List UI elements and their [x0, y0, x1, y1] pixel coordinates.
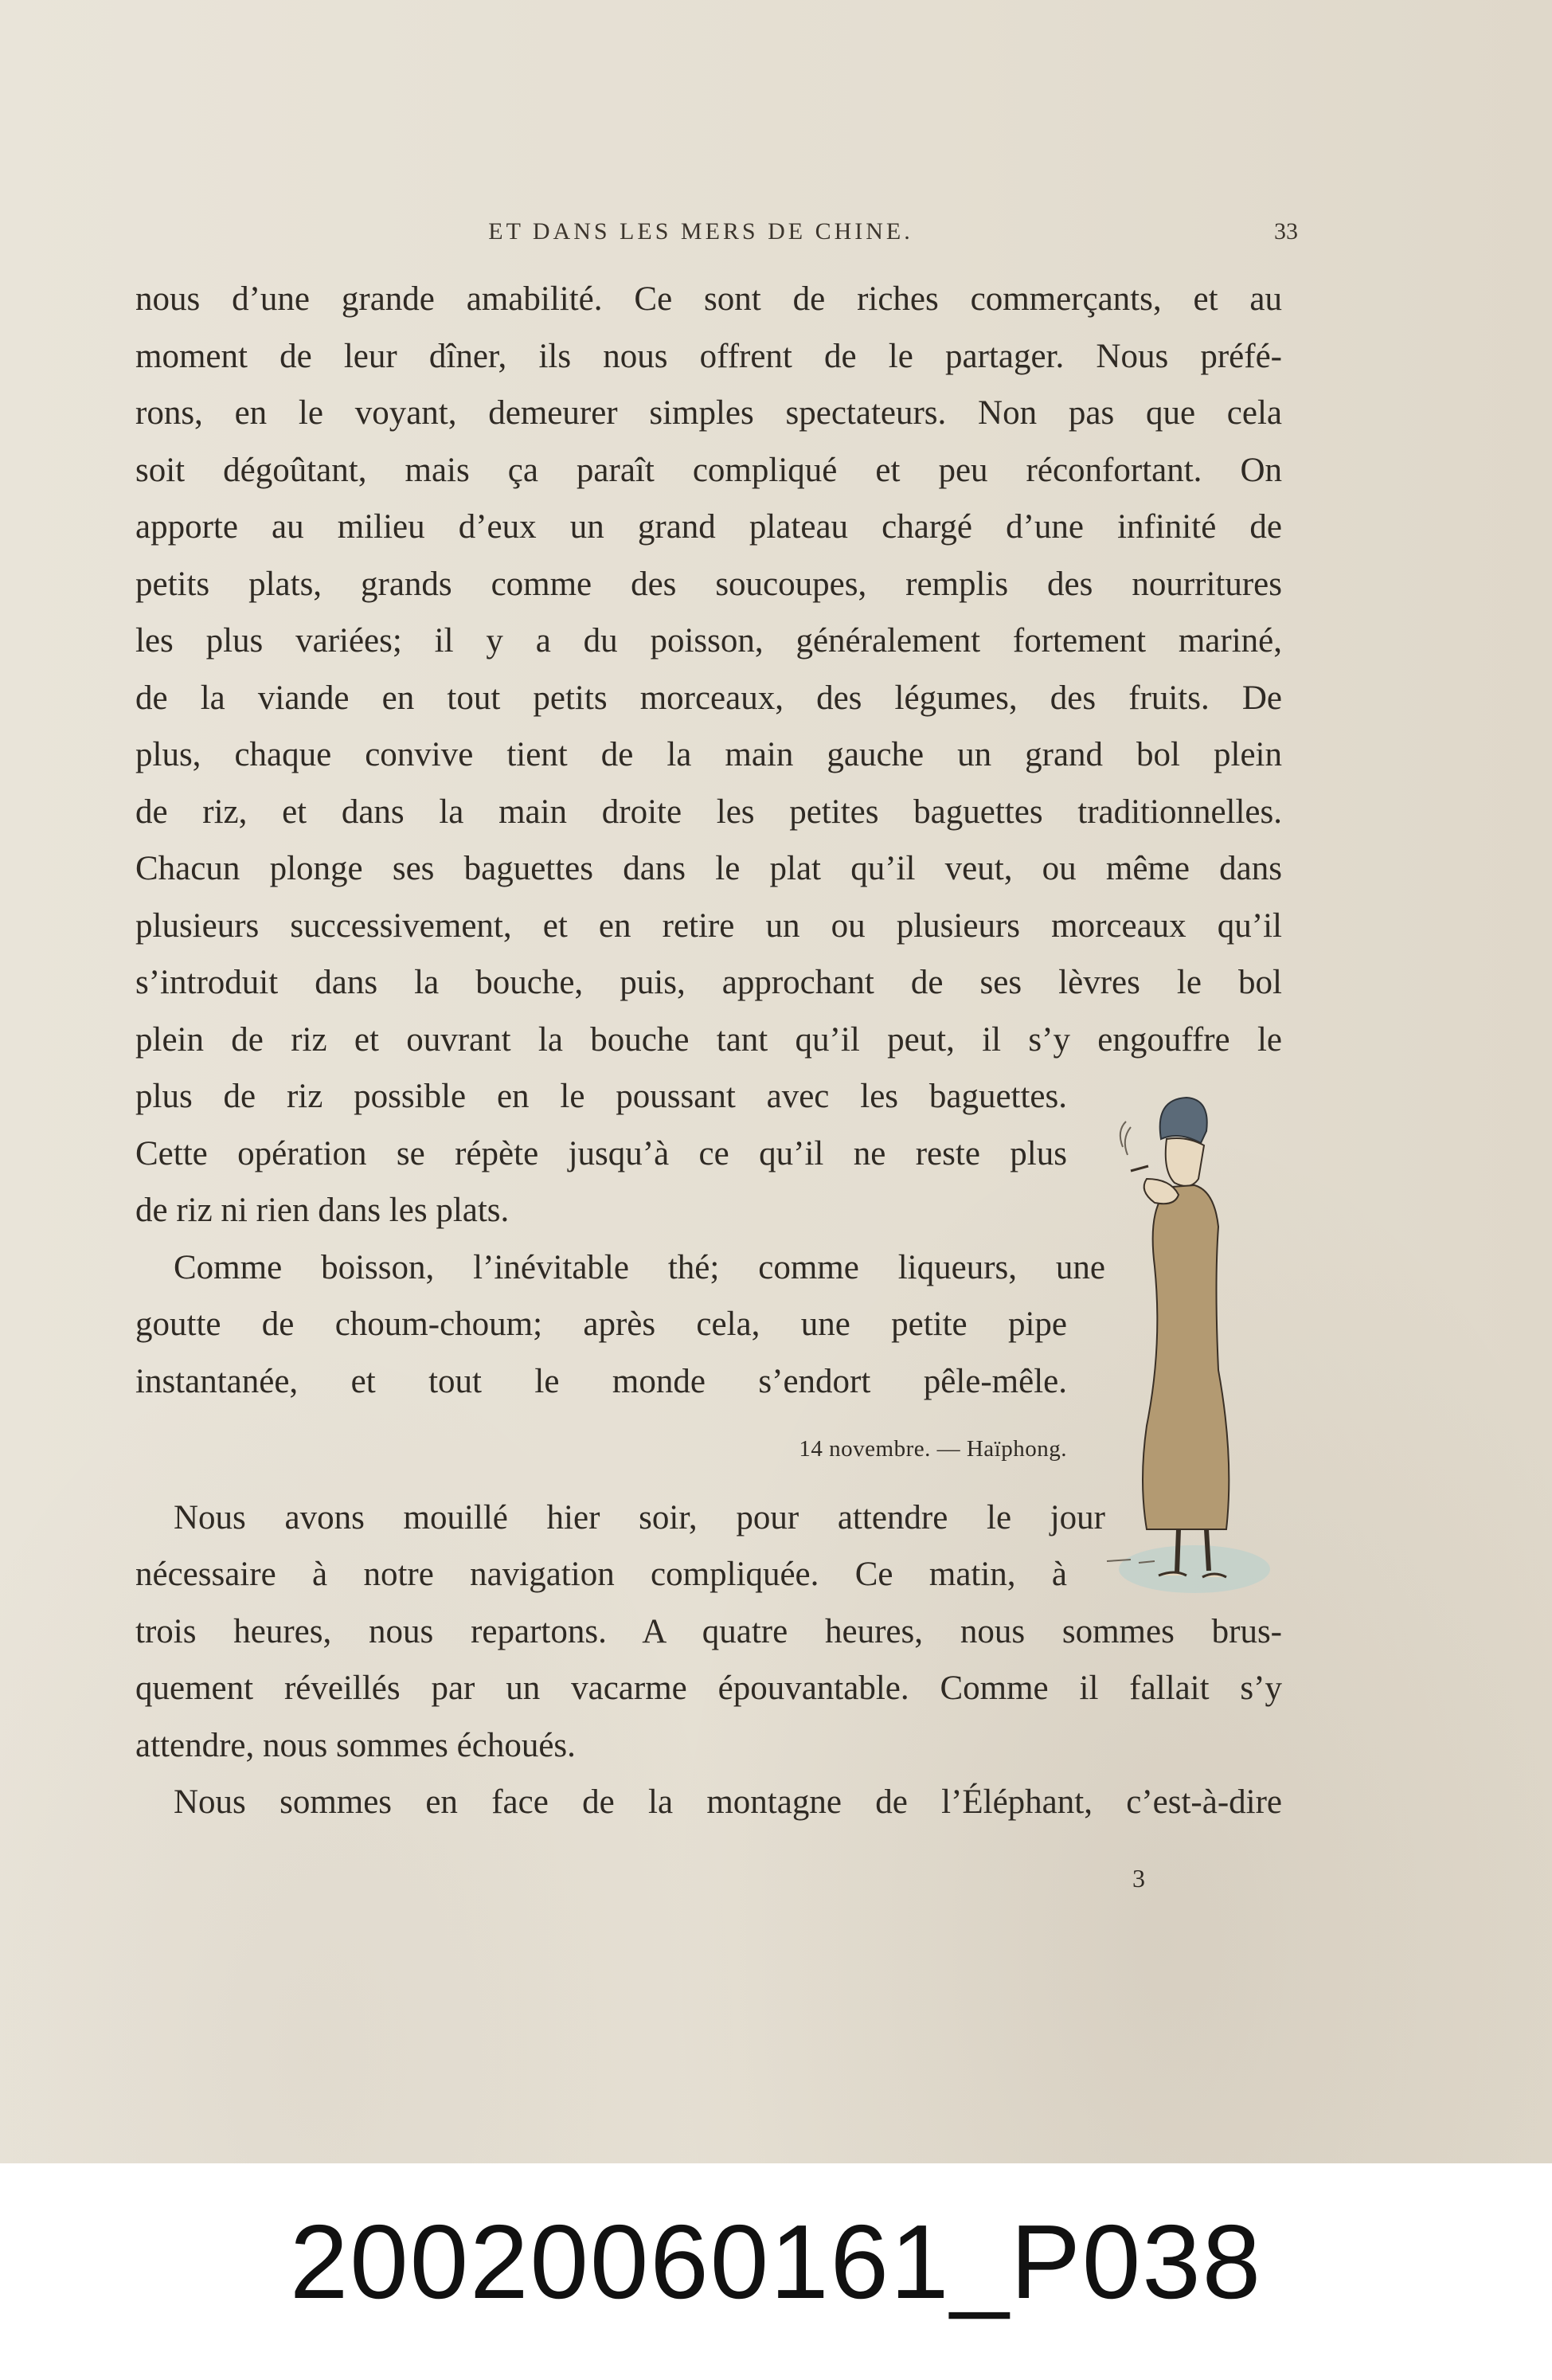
text-line: de riz ni rien dans les plats.: [135, 1192, 510, 1229]
text-line: les plus variées; il y a du poisson, généralement fortement mariné,: [135, 622, 1282, 660]
text-line: quement réveillés par un vacarme épouvantable. Comme il fallait s’y: [135, 1670, 1282, 1707]
scan-label: 20020060161_P038: [289, 2203, 1263, 2320]
text-line: plein de riz et ouvrant la bouche tant qu’il peut, il s’y engouffre le: [135, 1020, 1282, 1059]
text-line: plus de riz possible en le poussant avec les baguettes.: [135, 1078, 1067, 1115]
signature-mark: 3: [1132, 1864, 1145, 1893]
text-line: plusieurs successivement, et en retire un ou plusieurs morceaux qu’il: [135, 906, 1282, 945]
text-line: plus, chaque convive tient de la main gauche un grand bol plein: [135, 736, 1282, 773]
text-line: goutte de choum-choum; après cela, une petite pipe: [135, 1305, 1067, 1343]
text-line: instantanée, et tout le monde s’endort pêle-mêle.: [135, 1362, 1067, 1400]
running-head: [0, 218, 1552, 258]
text-line: moment de leur dîner, ils nous offrent de le partager. Nous préfé-: [135, 337, 1282, 375]
text-line: attendre, nous sommes échoués.: [135, 1726, 576, 1764]
page-number: 33: [1274, 218, 1298, 245]
text-line: Nous avons mouillé hier soir, pour attendre le jour: [174, 1498, 1105, 1536]
text-line: de riz, et dans la main droite les petites baguettes traditionnelles.: [135, 793, 1282, 831]
text-line: soit dégoûtant, mais ça paraît compliqué et peu réconfortant. On: [135, 451, 1282, 489]
dateline: 14 novembre. — Haïphong.: [799, 1436, 1067, 1462]
text-line: trois heures, nous repartons. A quatre heures, nous sommes brus-: [135, 1612, 1282, 1650]
text-line: Cette opération se répète jusqu’à ce qu’il ne reste plus: [135, 1134, 1067, 1172]
text-line: nous d’une grande amabilité. Ce sont de riches commerçants, et au: [135, 280, 1282, 318]
text-line: Chacun plonge ses baguettes dans le plat qu’il veut, ou même dans: [135, 850, 1282, 887]
text-line: nécessaire à notre navigation compliquée. Ce matin, à: [135, 1556, 1067, 1593]
text-line: rons, en le voyant, demeurer simples spectateurs. Non pas que cela: [135, 394, 1282, 432]
text-line: apporte au milieu d’eux un grand plateau chargé d’une infinité de: [135, 508, 1282, 546]
text-line: de la viande en tout petits morceaux, des légumes, des fruits. De: [135, 679, 1282, 717]
man-smoking-pipe-figure: [1099, 1083, 1274, 1617]
text-line: petits plats, grands comme des soucoupes, remplis des nourritures: [135, 565, 1282, 603]
running-head-title: ET DANS LES MERS DE CHINE.: [488, 218, 913, 245]
text-line: Nous sommes en face de la montagne de l’Éléphant, c’est-à-dire: [174, 1783, 1282, 1821]
text-line: Comme boisson, l’inévitable thé; comme liqueurs, une: [174, 1248, 1105, 1286]
text-line: s’introduit dans la bouche, puis, approchant de ses lèvres le bol: [135, 964, 1282, 1001]
